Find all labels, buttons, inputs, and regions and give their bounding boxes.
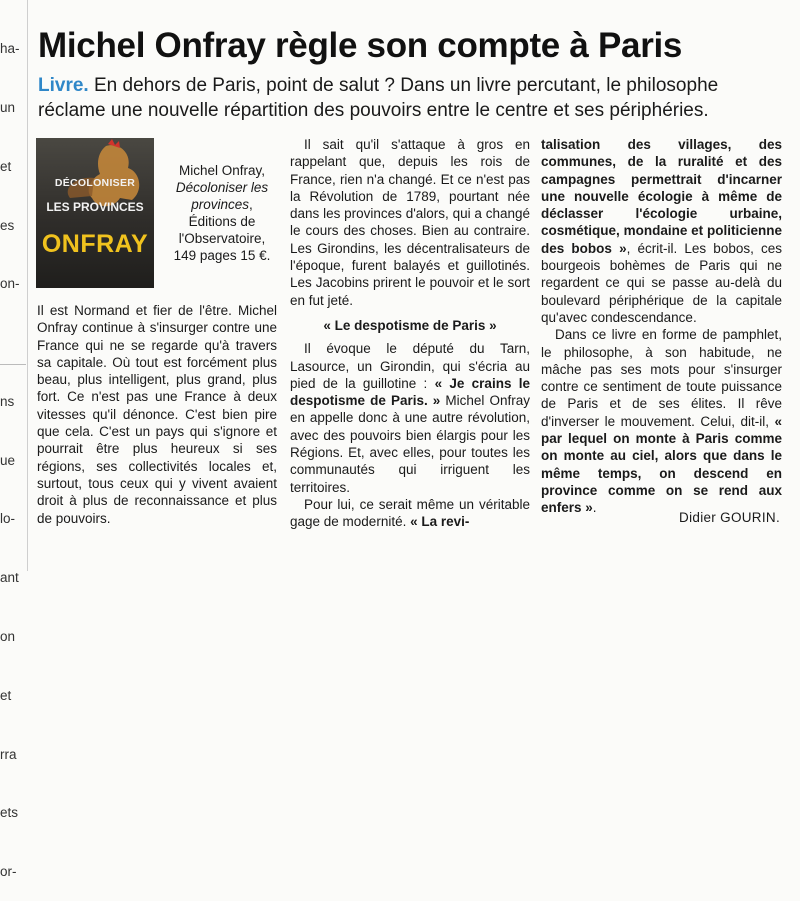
column-divider: [27, 0, 28, 571]
body-paragraph: [541, 136, 782, 326]
book-details: 149 pages 15 €.: [173, 248, 271, 263]
article-title: Michel Onfray règle son compte à Paris: [38, 26, 683, 65]
fragment-line: ns: [0, 393, 15, 409]
body-paragraph: [290, 496, 530, 531]
book-publisher: , Éditions de l'Observatoire,: [178, 197, 266, 246]
book-reference: [166, 162, 278, 264]
lead-text: En dehors de Paris, point de salut ? Dans un livre percutant, le philosophe réclame une nouvelle répartition des pouvoirs entre le centre et ses périphéries.: [38, 75, 719, 121]
fragment-line: lo-: [0, 511, 16, 527]
article-lead: [38, 73, 778, 123]
paragraph-text: Il évoque le député du Tarn, Lasource, un Girondin, qui s'écria au pied de la guillotine :: [290, 341, 530, 391]
quote-text: « par lequel on monte à Paris comme on monte au ciel, alors que dans le même temps, on descend en province comme on se rend aux enfers »: [541, 413, 782, 516]
fragment-line: un: [0, 99, 16, 115]
fragment-line: es: [0, 217, 15, 233]
paragraph-text: , écrit-il. Les bobos, ces bourgeois bohèmes de Paris qui ne regardent ce qui se passe au-delà du boulevard périphérique de la capitale qu'avec condescendance.: [541, 240, 783, 325]
paragraph-text: Michel Onfray en appelle donc à une autre révolution, avec des pouvoirs bien élargis pour les Régions. Et, avec elles, pour toutes les communautés qui irriguent les territoires.: [290, 393, 530, 495]
fragment-line: or-: [0, 864, 17, 880]
fragment-divider: [0, 364, 26, 365]
author-signature: Didier GOURIN.: [679, 510, 780, 525]
fragment-line: on: [0, 629, 16, 644]
quote-text: « La revi-: [410, 514, 470, 530]
fragment-line: et: [0, 158, 12, 174]
quote-text: « Je crains le despotisme de Paris. »: [290, 375, 531, 409]
body-paragraph: Il est Normand et fier de l'être. Michel Onfray continue à s'insurger contre une France qui ne se regarde qu'à travers sa capitale. Où tout est forcément plus beau, plus intelligent, plus grand, plus fort. Ce n'est pas une France à deux vitesses qu'il dénonce. C'est bien pire que cela. C'est un pays qui s'ignore et pourrait être plus heureux si ses régions, ses collectivités locales et, surtout, tous ceux qui y vivent avaient droit à plus de reconnaissance et plus de pouvoirs.: [37, 303, 277, 526]
paragraph-text: Dans ce livre en forme de pamphlet, le philosophe, à son habitude, ne mâche pas ses mots pour s'insurger contre ce sentiment de toute puissance de Paris et de ses élites. Il rêve d'inverser le mouvement. Celui, dit-il,: [541, 327, 782, 429]
body-paragraph: Il sait qu'il s'attaque à gros en rappelant que, depuis les rois de France, rien n'a changé. Et ce n'est pas la Révolution de 1789, pourtant née dans les provinces d'alors, qui a changé le cours des choses. Bien au contraire. Les Girondins, les décentralisateurs de l'époque, furent balayés et guillotinés. Les Jacobins prirent le pouvoir et le sort en fut jeté.: [290, 137, 530, 308]
book-title: Décoloniser les provinces: [175, 180, 269, 212]
article-column-3: [541, 136, 782, 517]
fragment-line: ant: [0, 570, 19, 586]
paragraph-text: Pour lui, ce serait même un véritable gage de modernité.: [290, 496, 530, 530]
fragment-line: ets: [0, 805, 19, 821]
intertitle: « Le despotisme de Paris »: [323, 317, 497, 333]
fragment-line: rra: [0, 746, 17, 762]
lead-kicker: Livre.: [38, 75, 89, 96]
book-author: Michel Onfray,: [178, 163, 266, 178]
body-paragraph: [290, 340, 530, 496]
book-cover-image: [36, 138, 154, 288]
cover-title-line2: LES PROVINCES: [46, 200, 144, 214]
article-column-2: [290, 136, 530, 531]
fragment-line: et: [0, 687, 12, 703]
adjacent-article-fragment: [0, 0, 26, 901]
fragment-line: ue: [0, 452, 16, 468]
article-column-1: [37, 302, 277, 527]
fragment-line: ha-: [0, 41, 20, 57]
fragment-line: on-: [0, 276, 20, 292]
fragment-line: [0, 333, 26, 353]
cover-author: ONFRAY: [41, 230, 149, 258]
body-paragraph: [541, 326, 782, 516]
paragraph-text: .: [592, 500, 597, 516]
cover-title-line1: DÉCOLONISER: [54, 177, 136, 189]
quote-text: talisation des villages, des communes, de la ruralité et des campagnes permettrait d'incarner une nouvelle écologie à même de déclasser l'écologie urbaine, cosmétique, mondaine et politicienne des bobos »: [541, 137, 782, 256]
